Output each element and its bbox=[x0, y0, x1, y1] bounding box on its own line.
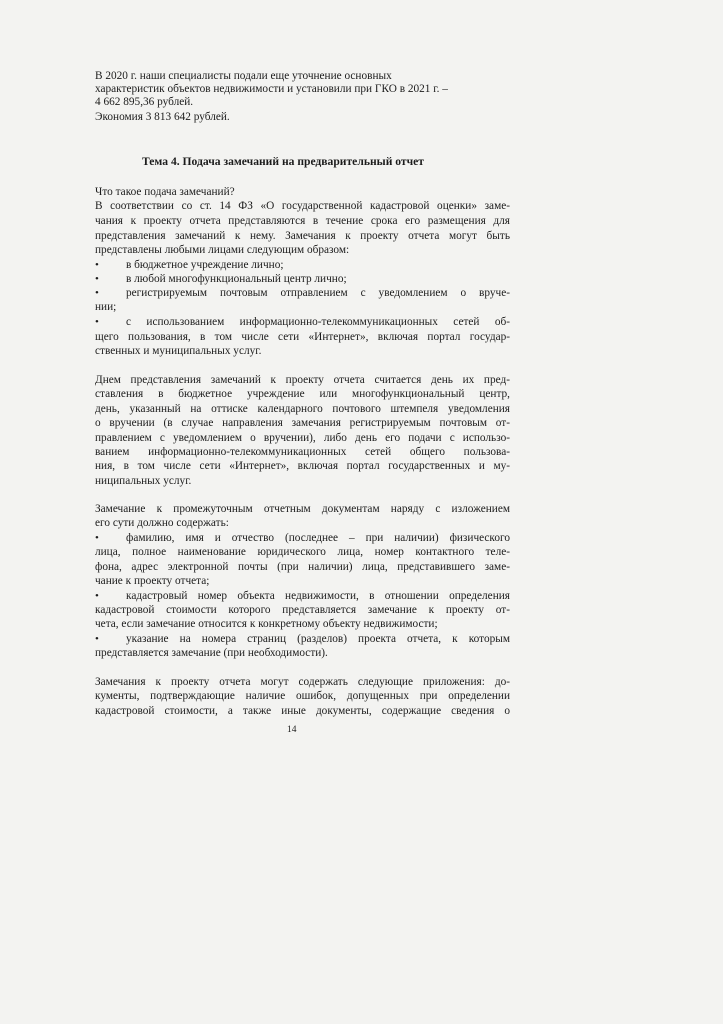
list-item-continuation: представляется замечание (при необходимости). bbox=[95, 647, 328, 659]
list-item: в любой многофункциональный центр лично; bbox=[126, 273, 347, 285]
list-item-continuation: ственных и муниципальных услуг. bbox=[95, 345, 262, 357]
paragraph-2-line: правлением с уведомлением о вручении), либо день его подачи с использо- bbox=[95, 432, 510, 444]
list-item: указание на номера страниц (разделов) проекта отчета, к которым bbox=[126, 633, 510, 645]
list-item-continuation: фона, адрес электронной почты (при наличии) лица, представившего заме- bbox=[95, 561, 510, 573]
paragraph-2-line: день, указанный на оттиске календарного почтового штемпеля уведомления bbox=[95, 403, 510, 415]
paragraph-2-line: о вручении (в случае направления замечания регистрируемым почтовым от- bbox=[95, 417, 510, 429]
paragraph-4-line: кументы, подтверждающие наличие ошибок, допущенных при определении bbox=[95, 690, 510, 702]
bullet-marker: • bbox=[95, 532, 99, 544]
bullet-marker: • bbox=[95, 273, 99, 285]
bullet-marker: • bbox=[95, 633, 99, 645]
page-number: 14 bbox=[287, 725, 297, 735]
list-item-continuation: щего пользования, в том числе сети «Интернет», включая портал государ- bbox=[95, 331, 510, 343]
list-item-continuation: чета, если замечание относится к конкретному объекту недвижимости; bbox=[95, 618, 438, 630]
list-item: в бюджетное учреждение лично; bbox=[126, 259, 284, 271]
intro-line: 4 662 895,36 рублей. bbox=[95, 96, 194, 108]
paragraph-4-line: кадастровой стоимости, а также иные документы, содержащие сведения о bbox=[95, 705, 510, 717]
paragraph-1-line: представлены любыми лицами следующим образом: bbox=[95, 244, 350, 256]
paragraph-1-line: представления замечаний к нему. Замечания к проекту отчета могут быть bbox=[95, 230, 510, 242]
bullet-marker: • bbox=[95, 259, 99, 271]
paragraph-1-line: В соответствии со ст. 14 ФЗ «О государственной кадастровой оценки» заме- bbox=[95, 200, 510, 212]
paragraph-1-line: чания к проекту отчета представляются в течение срока его размещения для bbox=[95, 215, 510, 227]
list-item: кадастровый номер объекта недвижимости, в отношении определения bbox=[126, 590, 510, 602]
question-line: Что такое подача замечаний? bbox=[95, 186, 235, 198]
paragraph-2-line: Днем представления замечаний к проекту отчета считается день их пред- bbox=[95, 374, 510, 386]
list-item: регистрируемым почтовым отправлением с уведомлением о вруче- bbox=[126, 287, 510, 299]
list-item-continuation: чание к проекту отчета; bbox=[95, 575, 210, 587]
intro-line: характеристик объектов недвижимости и установили при ГКО в 2021 г. – bbox=[95, 83, 448, 95]
bullet-marker: • bbox=[95, 287, 99, 299]
paragraph-4-line: Замечания к проекту отчета могут содержать следующие приложения: до- bbox=[95, 676, 510, 688]
list-item-continuation: кадастровой стоимости которого представляется замечание к проекту от- bbox=[95, 604, 510, 616]
paragraph-3-line: Замечание к промежуточным отчетным документам наряду с изложением bbox=[95, 503, 510, 515]
intro-line: Экономия 3 813 642 рублей. bbox=[95, 111, 230, 123]
paragraph-2-line: ния, в том числе сети «Интернет», включая портал государственных и му- bbox=[95, 460, 510, 472]
list-item: фамилию, имя и отчество (последнее – при наличии) физического bbox=[126, 532, 510, 544]
intro-line: В 2020 г. наши специалисты подали еще уточнение основных bbox=[95, 70, 392, 82]
paragraph-3-line: его сути должно содержать: bbox=[95, 517, 229, 529]
section-heading: Тема 4. Подача замечаний на предварительный отчет bbox=[142, 155, 424, 168]
list-item: с использованием информационно-телекоммуникационных сетей об- bbox=[126, 316, 510, 328]
bullet-marker: • bbox=[95, 590, 99, 602]
paragraph-2-line: ставления в бюджетное учреждение или многофункциональный центр, bbox=[95, 388, 510, 400]
paragraph-2-line: ниципальных услуг. bbox=[95, 475, 192, 487]
list-item-continuation: лица, полное наименование юридического лица, номер контактного теле- bbox=[95, 546, 510, 558]
paragraph-2-line: ванием информационно-телекоммуникационных сетей общего пользова- bbox=[95, 446, 510, 458]
list-item-continuation: нии; bbox=[95, 301, 117, 313]
bullet-marker: • bbox=[95, 316, 99, 328]
